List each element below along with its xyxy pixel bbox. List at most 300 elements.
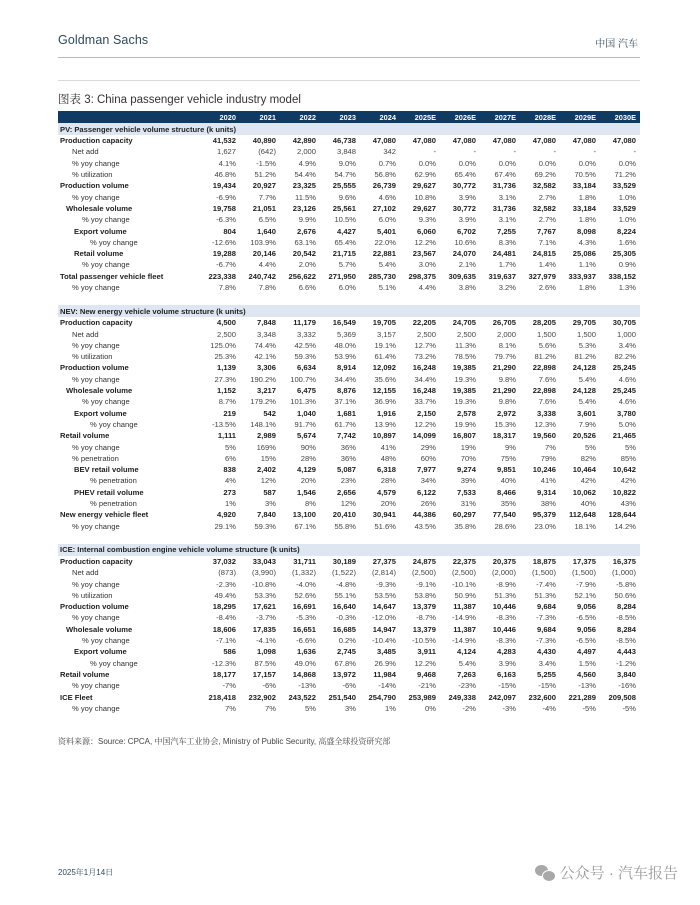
- cell-value: 46.8%: [214, 170, 236, 180]
- cell-value: -7.4%: [536, 579, 556, 589]
- cell-value: 2,989: [256, 431, 276, 441]
- cell-value: 19,560: [532, 431, 556, 441]
- cell-value: 1.6%: [618, 237, 636, 247]
- cell-value: -13%: [298, 681, 316, 691]
- column-header-2024: 2024: [360, 111, 400, 123]
- cell-value: 319,637: [488, 271, 516, 281]
- exhibit-title: 图表 3: China passenger vehicle industry model: [58, 94, 301, 106]
- cell-value: 50.6%: [614, 590, 636, 600]
- cell-value: 7.8%: [258, 283, 276, 292]
- cell-value: 7.1%: [538, 237, 556, 247]
- cell-value: 3,911: [417, 647, 436, 657]
- cell-value: 14,647: [372, 602, 396, 612]
- section-title: ICE: Internal combustion engine vehicle volume structure (k units): [58, 544, 640, 556]
- cell-value: 7,840: [256, 510, 276, 520]
- cell-value: 587: [263, 487, 276, 497]
- cell-value: 7,263: [456, 669, 476, 679]
- cell-value: 95,379: [532, 510, 556, 520]
- column-header-2028e: 2028E: [520, 111, 560, 123]
- cell-value: 804: [223, 226, 236, 236]
- cell-value: 1.0%: [618, 192, 636, 202]
- cell-value: 12.2%: [414, 419, 436, 429]
- cell-value: 10.6%: [454, 237, 476, 247]
- cell-value: 2,578: [456, 408, 476, 418]
- table-row: [58, 624, 640, 635]
- cell-value: 1.8%: [578, 215, 596, 225]
- row-label: Net add: [72, 568, 99, 578]
- cell-value: 10,822: [612, 487, 636, 497]
- cell-value: 7%: [225, 703, 236, 713]
- table-row: [58, 169, 640, 180]
- cell-value: 4.6%: [618, 374, 636, 384]
- cell-value: 5%: [625, 442, 636, 452]
- cell-value: 25,245: [612, 363, 636, 373]
- cell-value: 1,152: [216, 386, 236, 396]
- row-label: % yoy change: [72, 442, 120, 452]
- cell-value: 8.3%: [498, 237, 516, 247]
- cell-value: 29,627: [412, 181, 436, 191]
- cell-value: 4,124: [456, 647, 476, 657]
- cell-value: 35.6%: [374, 374, 396, 384]
- table-row: [58, 271, 640, 282]
- cell-value: 125.0%: [210, 340, 236, 350]
- cell-value: 55.1%: [334, 590, 356, 600]
- cell-value: 5%: [225, 442, 236, 452]
- cell-value: 25,245: [612, 386, 636, 396]
- table-row: [58, 385, 640, 396]
- cell-value: 6,475: [296, 386, 316, 396]
- cell-value: -6.5%: [576, 613, 596, 623]
- cell-value: 3,332: [296, 329, 316, 339]
- cell-value: -14.9%: [451, 636, 476, 646]
- cell-value: 5.4%: [378, 260, 396, 270]
- cell-value: -6.6%: [296, 636, 316, 646]
- cell-value: 16,807: [452, 431, 476, 441]
- table-row: [58, 362, 640, 373]
- cell-value: 13,379: [412, 602, 436, 612]
- cell-value: 1.1%: [578, 260, 596, 270]
- cell-value: 148.1%: [250, 419, 276, 429]
- table-row: [58, 453, 640, 464]
- cell-value: 1%: [385, 703, 396, 713]
- cell-value: 11,179: [293, 318, 316, 328]
- cell-value: 27.3%: [214, 374, 236, 384]
- cell-value: 7.6%: [538, 397, 556, 407]
- cell-value: -10.5%: [411, 636, 436, 646]
- cell-value: 78.5%: [454, 352, 476, 362]
- row-label: Net add: [72, 147, 99, 157]
- cell-value: 11,984: [373, 669, 396, 679]
- cell-value: 5,674: [296, 431, 316, 441]
- cell-value: 16,375: [612, 556, 636, 566]
- cell-value: 15%: [260, 453, 276, 463]
- cell-value: 8,914: [336, 363, 356, 373]
- cell-value: 47,080: [532, 136, 556, 146]
- table-row: [58, 590, 640, 601]
- table-row: [58, 464, 640, 475]
- cell-value: 16,685: [332, 624, 356, 634]
- cell-value: 5.4%: [458, 658, 476, 668]
- cell-value: 2,745: [336, 647, 356, 657]
- cell-value: 19.9%: [454, 419, 476, 429]
- cell-value: 5,369: [336, 329, 356, 339]
- row-label: Net add: [72, 329, 99, 339]
- section-header-row: [58, 123, 640, 135]
- cell-value: 2.0%: [298, 260, 316, 270]
- row-label: % penetration: [90, 476, 137, 486]
- cell-value: 25,561: [332, 203, 356, 213]
- cell-value: 3%: [345, 703, 356, 713]
- row-label: Export volume: [74, 408, 127, 418]
- cell-value: 9,056: [576, 602, 596, 612]
- row-label: % penetration: [90, 499, 137, 509]
- cell-value: 18,295: [212, 602, 236, 612]
- cell-value: 5,401: [376, 226, 396, 236]
- cell-value: 1,636: [296, 647, 316, 657]
- section-spacer: [58, 293, 640, 305]
- cell-value: 27,375: [372, 556, 396, 566]
- cell-value: 232,600: [528, 692, 556, 702]
- cell-value: 44,386: [412, 510, 436, 520]
- cell-value: 2,000: [296, 147, 316, 157]
- report-date: 2025年1月14日: [58, 868, 114, 877]
- cell-value: 37,032: [212, 556, 236, 566]
- cell-value: -8.3%: [496, 613, 516, 623]
- cell-value: 29%: [420, 442, 436, 452]
- cell-value: 13,379: [412, 624, 436, 634]
- table-row: [58, 635, 640, 646]
- cell-value: 4%: [225, 476, 236, 486]
- row-label: Production volume: [60, 363, 129, 373]
- table-row: [58, 487, 640, 498]
- table-row: [58, 578, 640, 589]
- cell-value: 342: [383, 147, 396, 157]
- cell-value: 253,989: [408, 692, 436, 702]
- cell-value: 77,540: [492, 510, 516, 520]
- row-label: % yoy change: [90, 419, 138, 429]
- cell-value: -7.9%: [576, 579, 596, 589]
- cell-value: 53.5%: [374, 590, 396, 600]
- cell-value: 19,758: [212, 203, 236, 213]
- cell-value: 9,468: [416, 669, 436, 679]
- cell-value: 3.4%: [538, 658, 556, 668]
- row-label: % penetration: [72, 453, 119, 463]
- cell-value: 28%: [300, 453, 316, 463]
- table-row: [58, 498, 640, 509]
- cell-value: 22,898: [532, 386, 556, 396]
- cell-value: 1,627: [216, 147, 236, 157]
- table-row: [58, 237, 640, 248]
- cell-value: 13.9%: [374, 419, 396, 429]
- cell-value: 41,532: [212, 136, 236, 146]
- cell-value: 5.6%: [538, 340, 556, 350]
- cell-value: 31%: [460, 499, 476, 509]
- row-label: % yoy change: [82, 397, 130, 407]
- cell-value: 33,043: [252, 556, 276, 566]
- cell-value: -4.0%: [296, 579, 316, 589]
- cell-value: 20%: [300, 476, 316, 486]
- cell-value: 16,651: [292, 624, 316, 634]
- row-label: Production volume: [60, 181, 129, 191]
- cell-value: 14,868: [292, 669, 316, 679]
- row-label: Retail volume: [74, 249, 124, 259]
- cell-value: 41%: [380, 442, 396, 452]
- cell-value: 87.5%: [254, 658, 276, 668]
- cell-value: 59.3%: [254, 521, 276, 531]
- cell-value: 4,920: [216, 510, 236, 520]
- row-label: % yoy change: [82, 636, 130, 646]
- cell-value: 54.7%: [334, 170, 356, 180]
- cell-value: 7%: [545, 442, 556, 452]
- cell-value: 17,835: [252, 624, 276, 634]
- cell-value: 8,466: [496, 487, 516, 497]
- cell-value: 2,000: [496, 329, 516, 339]
- row-label: % yoy change: [72, 374, 120, 384]
- cell-value: 32,582: [532, 203, 556, 213]
- cell-value: 27,102: [372, 203, 396, 213]
- cell-value: 7,533: [456, 487, 476, 497]
- cell-value: 12.2%: [414, 237, 436, 247]
- cell-value: 20,526: [572, 431, 596, 441]
- cell-value: 53.3%: [254, 590, 276, 600]
- cell-value: 21,465: [612, 431, 636, 441]
- cell-value: 3.9%: [458, 215, 476, 225]
- cell-value: 19,705: [372, 318, 396, 328]
- cell-value: 333,937: [568, 271, 596, 281]
- cell-value: -6.7%: [216, 260, 236, 270]
- cell-value: 43%: [620, 499, 636, 509]
- cell-value: 7,255: [496, 226, 516, 236]
- cell-value: -6.3%: [216, 215, 236, 225]
- cell-value: 30,772: [452, 181, 476, 191]
- row-label: Production volume: [60, 602, 129, 612]
- cell-value: 1.0%: [618, 215, 636, 225]
- cell-value: 6.0%: [378, 215, 396, 225]
- cell-value: 4,579: [376, 487, 396, 497]
- cell-value: 12.2%: [414, 658, 436, 668]
- cell-value: 29,705: [572, 318, 596, 328]
- table-row: [58, 282, 640, 293]
- cell-value: -7.1%: [216, 636, 236, 646]
- header-divider: [58, 57, 640, 58]
- cell-value: 47,080: [612, 136, 636, 146]
- cell-value: 31,736: [492, 203, 516, 213]
- table-row: [58, 657, 640, 668]
- table-row: [58, 340, 640, 351]
- cell-value: 12%: [260, 476, 276, 486]
- cell-value: 0.0%: [498, 158, 516, 168]
- cell-value: -10.1%: [451, 579, 476, 589]
- row-label: % yoy change: [72, 521, 120, 531]
- cell-value: 219: [223, 408, 236, 418]
- cell-value: -5%: [582, 703, 596, 713]
- table-row: [58, 374, 640, 385]
- cell-value: 17,621: [252, 602, 276, 612]
- cell-value: 65.4%: [334, 237, 356, 247]
- row-label: % yoy change: [82, 215, 130, 225]
- cell-value: 33,529: [612, 203, 636, 213]
- cell-value: (2,814): [371, 568, 396, 578]
- cell-value: 35.8%: [454, 521, 476, 531]
- cell-value: 8.7%: [218, 397, 236, 407]
- cell-value: 79%: [540, 453, 556, 463]
- cell-value: 19.3%: [454, 397, 476, 407]
- section-title: PV: Passenger vehicle volume structure (k units): [58, 123, 640, 135]
- cell-value: 53.8%: [414, 590, 436, 600]
- cell-value: 47,080: [452, 136, 476, 146]
- cell-value: 18,177: [212, 669, 236, 679]
- cell-value: 42.1%: [254, 352, 276, 362]
- row-label: % yoy change: [72, 340, 120, 350]
- table-row: [58, 441, 640, 452]
- cell-value: 4,500: [216, 318, 236, 328]
- cell-value: 1,139: [216, 363, 236, 373]
- cell-value: 327,979: [528, 271, 556, 281]
- row-label: % yoy change: [72, 192, 120, 202]
- cell-value: 30,941: [372, 510, 396, 520]
- cell-value: 3.2%: [498, 283, 516, 292]
- cell-value: -15%: [538, 681, 556, 691]
- column-header-2025e: 2025E: [400, 111, 440, 123]
- cell-value: 3%: [265, 499, 276, 509]
- cell-value: 273: [223, 487, 236, 497]
- cell-value: 42.5%: [294, 340, 316, 350]
- table-row: [58, 669, 640, 680]
- cell-value: 75%: [500, 453, 516, 463]
- cell-value: -: [633, 147, 636, 157]
- cell-value: 20,146: [252, 249, 276, 259]
- cell-value: 40%: [500, 476, 516, 486]
- cell-value: (2,000): [491, 568, 516, 578]
- cell-value: -9.3%: [376, 579, 396, 589]
- cell-value: 1,500: [536, 329, 556, 339]
- cell-value: 2.7%: [538, 215, 556, 225]
- cell-value: 32,582: [532, 181, 556, 191]
- cell-value: 1%: [225, 499, 236, 509]
- row-label: % yoy change: [72, 681, 120, 691]
- cell-value: -21%: [418, 681, 436, 691]
- row-label: % yoy change: [72, 158, 120, 168]
- cell-value: 24,815: [532, 249, 556, 259]
- cell-value: 22,375: [452, 556, 476, 566]
- row-label: Production capacity: [60, 556, 133, 566]
- cell-value: 6,122: [416, 487, 436, 497]
- cell-value: 16,691: [292, 602, 316, 612]
- cell-value: 3.8%: [458, 283, 476, 292]
- cell-value: 14.2%: [614, 521, 636, 531]
- table-row: [58, 556, 640, 567]
- cell-value: -14.9%: [451, 613, 476, 623]
- cell-value: 28.6%: [494, 521, 516, 531]
- cell-value: 5,087: [336, 465, 356, 475]
- cell-value: 12,155: [372, 386, 396, 396]
- cell-value: 1,040: [296, 408, 316, 418]
- cell-value: 42%: [580, 476, 596, 486]
- cell-value: 37.1%: [334, 397, 356, 407]
- cell-value: 40,890: [252, 136, 276, 146]
- cell-value: 7,767: [536, 226, 556, 236]
- cell-value: 3,217: [256, 386, 276, 396]
- cell-value: 9%: [505, 442, 516, 452]
- cell-value: 20,375: [492, 556, 516, 566]
- cell-value: 5.0%: [618, 419, 636, 429]
- cell-value: -23%: [458, 681, 476, 691]
- cell-value: 59.3%: [294, 352, 316, 362]
- row-label: Production capacity: [60, 136, 133, 146]
- table-row: [58, 203, 640, 214]
- cell-value: 23%: [340, 476, 356, 486]
- data-table: [58, 111, 640, 714]
- cell-value: 271,950: [328, 271, 356, 281]
- cell-value: 2,150: [416, 408, 436, 418]
- cell-value: 4.3%: [578, 237, 596, 247]
- row-label: % yoy change: [72, 613, 120, 623]
- source-note: 资料来源：Source: CPCA, 中国汽车工业协会, Ministry of Public Security, 高盛全球投资研究部: [58, 737, 391, 746]
- cell-value: 36.9%: [374, 397, 396, 407]
- cell-value: 338,152: [608, 271, 636, 281]
- cell-value: 12.7%: [414, 340, 436, 350]
- cell-value: 5.4%: [578, 374, 596, 384]
- cell-value: 13,972: [332, 669, 356, 679]
- cell-value: 12,092: [372, 363, 396, 373]
- cell-value: -5.3%: [296, 613, 316, 623]
- column-header-2030e: 2030E: [600, 111, 640, 123]
- cell-value: 36%: [340, 442, 356, 452]
- cell-value: 2,656: [336, 487, 356, 497]
- watermark: [535, 862, 678, 883]
- cell-value: 39%: [460, 476, 476, 486]
- cell-value: 43.5%: [414, 521, 436, 531]
- cell-value: 0%: [425, 703, 436, 713]
- cell-value: 67.1%: [294, 521, 316, 531]
- cell-value: 7.9%: [578, 419, 596, 429]
- cell-value: 51.2%: [254, 170, 276, 180]
- cell-value: 1,000: [616, 329, 636, 339]
- cell-value: 28%: [380, 476, 396, 486]
- cell-value: 47,080: [412, 136, 436, 146]
- cell-value: 6,634: [296, 363, 316, 373]
- cell-value: 1,098: [256, 647, 276, 657]
- table-row: [58, 567, 640, 578]
- row-label: % yoy change: [72, 283, 120, 292]
- cell-value: 190.2%: [250, 374, 276, 384]
- cell-value: 19,434: [212, 181, 236, 191]
- row-label: Export volume: [74, 226, 127, 236]
- cell-value: -7.3%: [536, 613, 556, 623]
- row-label: Wholesale volume: [66, 386, 133, 396]
- cell-value: 47,080: [372, 136, 396, 146]
- cell-value: 10,642: [612, 465, 636, 475]
- cell-value: 49.4%: [214, 590, 236, 600]
- cell-value: 1,546: [296, 487, 316, 497]
- cell-value: 19,288: [212, 249, 236, 259]
- row-label: % utilization: [72, 352, 113, 362]
- cell-value: 4.4%: [258, 260, 276, 270]
- cell-value: 218,418: [208, 692, 236, 702]
- cell-value: 3,485: [376, 647, 396, 657]
- cell-value: -1.2%: [616, 658, 636, 668]
- cell-value: 251,540: [328, 692, 356, 702]
- cell-value: 15.3%: [494, 419, 516, 429]
- cell-value: 3.9%: [458, 192, 476, 202]
- cell-value: 20,542: [292, 249, 316, 259]
- cell-value: 35%: [500, 499, 516, 509]
- cell-value: 61.4%: [374, 352, 396, 362]
- row-label: Total passenger vehicle fleet: [60, 271, 164, 281]
- cell-value: 243,522: [288, 692, 316, 702]
- cell-value: 23,325: [292, 181, 316, 191]
- row-label: PHEV retail volume: [74, 487, 144, 497]
